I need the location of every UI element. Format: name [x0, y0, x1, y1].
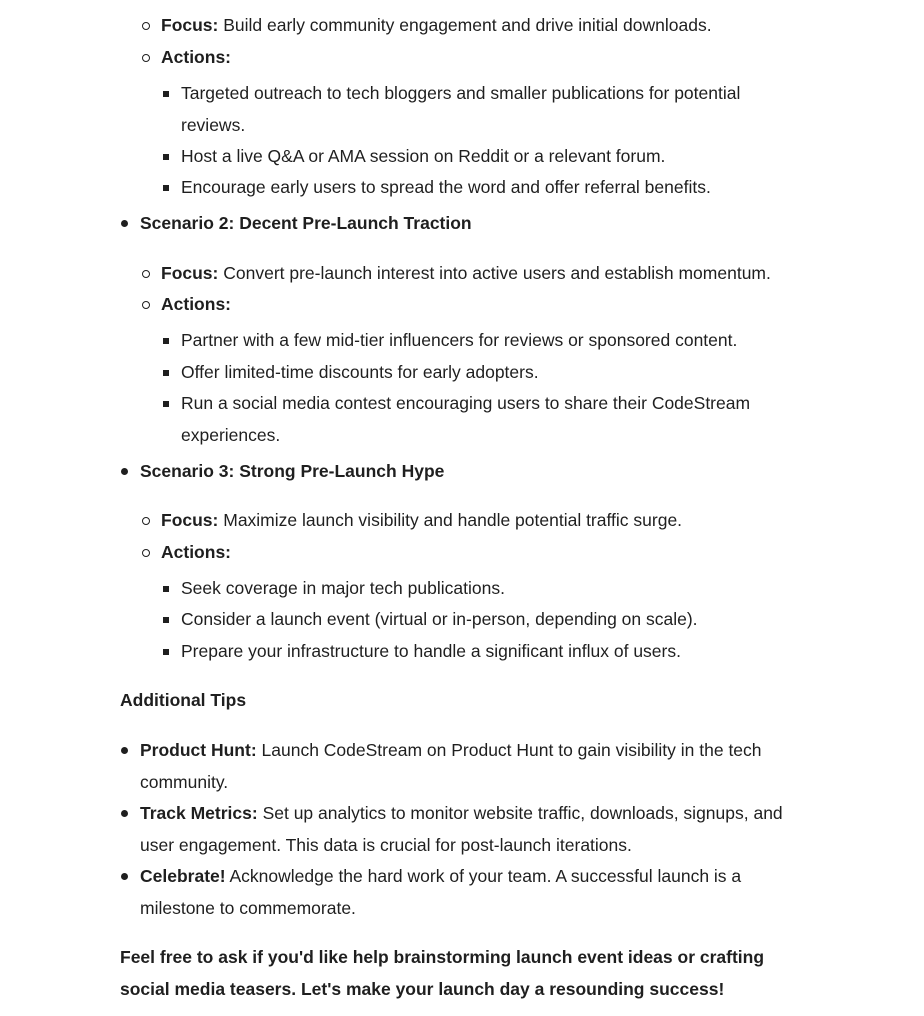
list-item: Consider a launch event (virtual or in-person, depending on scale). — [0, 604, 806, 636]
scenario1-actions — [0, 42, 821, 74]
actions-label: Actions: — [161, 47, 231, 67]
square-bullet-icon — [163, 649, 169, 655]
focus-text: Convert pre-launch interest into active users and establish momentum. — [218, 263, 771, 283]
circle-bullet-icon — [142, 549, 150, 557]
actions-label: Actions: — [161, 294, 231, 314]
focus-label: Focus: — [161, 263, 219, 283]
list-item: Run a social media contest encouraging users to share their CodeStream experiences. — [0, 388, 806, 451]
scenario3-actions — [0, 537, 821, 569]
square-bullet-icon — [163, 91, 169, 97]
square-bullet-icon — [163, 338, 169, 344]
circle-bullet-icon — [142, 270, 150, 278]
list-item: Product Hunt: Launch CodeStream on Product Hunt to gain visibility in the tech community. — [0, 735, 800, 798]
circle-bullet-icon — [142, 54, 150, 62]
list-item: Targeted outreach to tech bloggers and smaller publications for potential reviews. — [0, 78, 806, 141]
list-item: Host a live Q&A or AMA session on Reddit or a relevant forum. — [0, 141, 806, 173]
focus-label: Focus: — [161, 15, 219, 35]
square-bullet-icon — [163, 401, 169, 407]
list-item: Encourage early users to spread the word and offer referral benefits. — [0, 172, 806, 204]
scenario3-title: Scenario 3: Strong Pre-Launch Hype — [0, 456, 800, 488]
circle-bullet-icon — [142, 22, 150, 30]
list-item: Celebrate! Acknowledge the hard work of your team. A successful launch is a milestone to commemorate. — [0, 861, 800, 924]
disc-bullet-icon — [121, 468, 128, 475]
scenario2-focus — [0, 258, 821, 290]
square-bullet-icon — [163, 617, 169, 623]
scenario3-focus — [0, 505, 821, 537]
square-bullet-icon — [163, 370, 169, 376]
focus-text: Build early community engagement and drive initial downloads. — [218, 15, 712, 35]
scenario2-actions — [0, 289, 821, 321]
square-bullet-icon — [163, 154, 169, 160]
tips-heading: Additional Tips — [120, 690, 247, 710]
list-item: Offer limited-time discounts for early adopters. — [0, 357, 806, 389]
focus-text: Maximize launch visibility and handle potential traffic surge. — [218, 510, 683, 530]
circle-bullet-icon — [142, 301, 150, 309]
list-item: Seek coverage in major tech publications. — [0, 573, 806, 605]
square-bullet-icon — [163, 586, 169, 592]
focus-label: Focus: — [161, 510, 219, 530]
closing-paragraph: Feel free to ask if you'd like help brainstorming launch event ideas or crafting social media teasers. Let's make your launch day a resounding success! — [120, 947, 765, 999]
disc-bullet-icon — [121, 220, 128, 227]
list-item: Prepare your infrastructure to handle a significant influx of users. — [0, 636, 806, 668]
scenario1-focus — [0, 10, 821, 42]
square-bullet-icon — [163, 185, 169, 191]
disc-bullet-icon — [121, 747, 128, 754]
actions-label: Actions: — [161, 542, 231, 562]
disc-bullet-icon — [121, 810, 128, 817]
list-item: Partner with a few mid-tier influencers for reviews or sponsored content. — [0, 325, 806, 357]
circle-bullet-icon — [142, 517, 150, 525]
disc-bullet-icon — [121, 873, 128, 880]
list-item: Track Metrics: Set up analytics to monitor website traffic, downloads, signups, and user engagement. This data is crucial for post-launch iterations. — [0, 798, 800, 861]
scenario2-title: Scenario 2: Decent Pre-Launch Traction — [0, 208, 800, 240]
